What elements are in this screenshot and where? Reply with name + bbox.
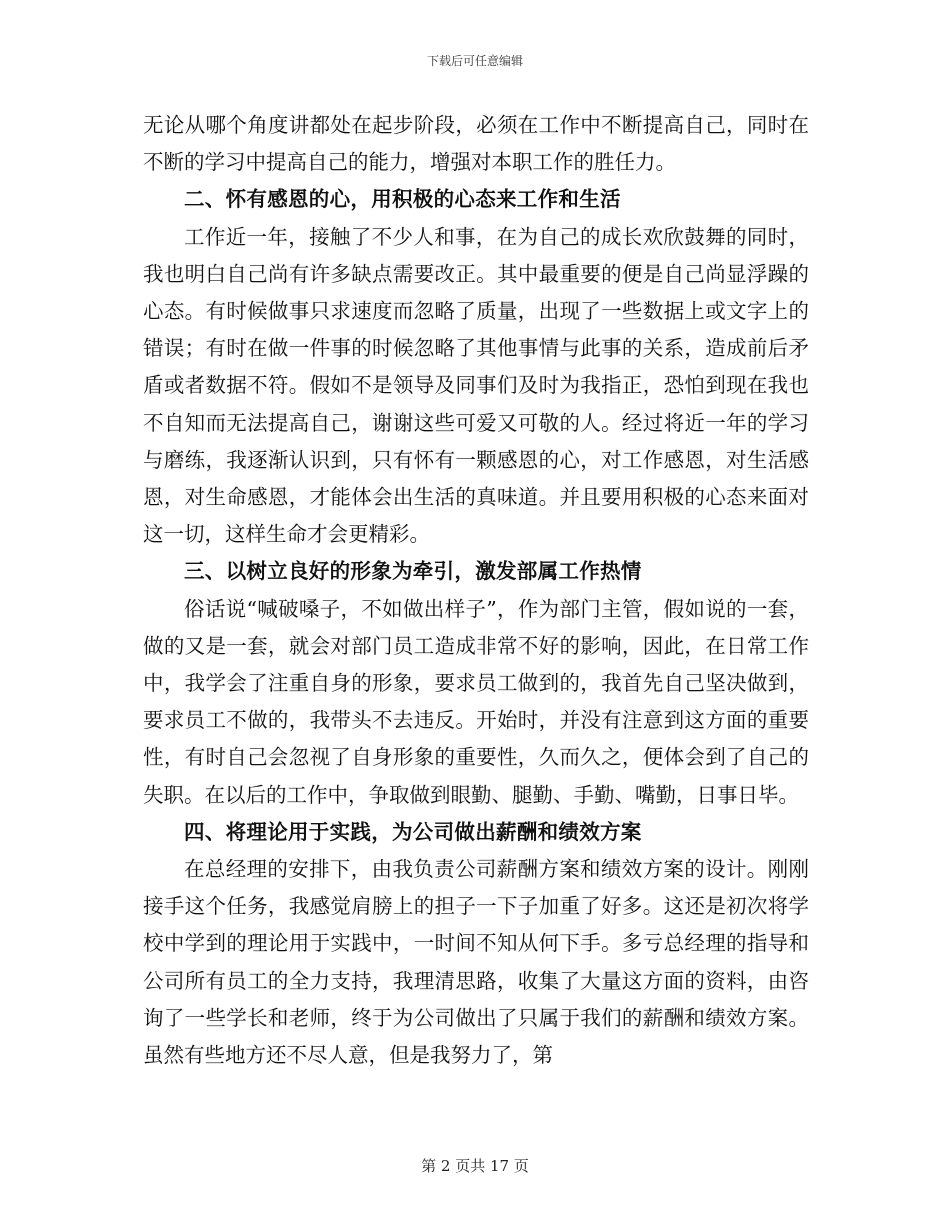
paragraph-section-4: 在总经理的安排下，由我负责公司薪酬方案和绩效方案的设计。刚刚接手这个任务，我感觉肩膀上的担子一下子加重了好多。这还是初次将学校中学到的理论用于实践中，一时间不知从何下手。多亏总经理的指导和公司所有员工的全力支持，我理清思路，收集了大量这方面的资料，由咨询了一些学长和老师，终于为公司做出了只属于我们的薪酬和绩效方案。虽然有些地方还不尽人意，但是我努力了，第 [143,857,809,1068]
section-heading-2: 二、怀有感恩的心，用积极的心态来工作和生活 [184,187,621,212]
section-heading-4: 四、将理论用于实践，为公司做出薪酬和绩效方案 [184,819,642,844]
paragraph-section-3: 俗话说“喊破嗓子，不如做出样子”，作为部门主管，假如说的一套，做的又是一套，就会对部门员工造成非常不好的影响，因此，在日常工作中，我学会了注重自身的形象，要求员工做到的，我首先自己坚决做到，要求员工不做的，我带头不去违反。开始时，并没有注意到这方面的重要性，有时自己会忽视了自身形象的重要性，久而久之，便体会到了自己的失职。在以后的工作中，争取做到眼勤、腿勤、手勤、嘴勤，日事日毕。 [143,596,809,807]
document-body [143,107,809,1074]
section-heading-3: 三、以树立良好的形象为牵引，激发部属工作热情 [184,559,642,584]
paragraph-continuation: 无论从哪个角度讲都处在起步阶段，必须在工作中不断提高自己，同时在不断的学习中提高自己的能力，增强对本职工作的胜任力。 [143,113,809,175]
page-footer: 第 2 页共 17 页 [421,1157,529,1175]
paragraph-section-2: 工作近一年，接触了不少人和事，在为自己的成长欢欣鼓舞的同时，我也明白自己尚有许多缺点需要改正。其中最重要的便是自己尚显浮躁的心态。有时候做事只求速度而忽略了质量，出现了一些数据上或文字上的错误；有时在做一件事的时候忽略了其他事情与此事的关系，造成前后矛盾或者数据不符。假如不是领导及同事们及时为我指正，恐怕到现在我也不自知而无法提高自己，谢谢这些可爱又可敬的人。经过将近一年的学习与磨练，我逐渐认识到，只有怀有一颗感恩的心，对工作感恩，对生活感恩，对生命感恩，才能体会出生活的真味道。并且要用积极的心态来面对这一切，这样生命才会更精彩。 [143,224,809,547]
page-header: 下载后可任意编辑 [426,54,523,68]
